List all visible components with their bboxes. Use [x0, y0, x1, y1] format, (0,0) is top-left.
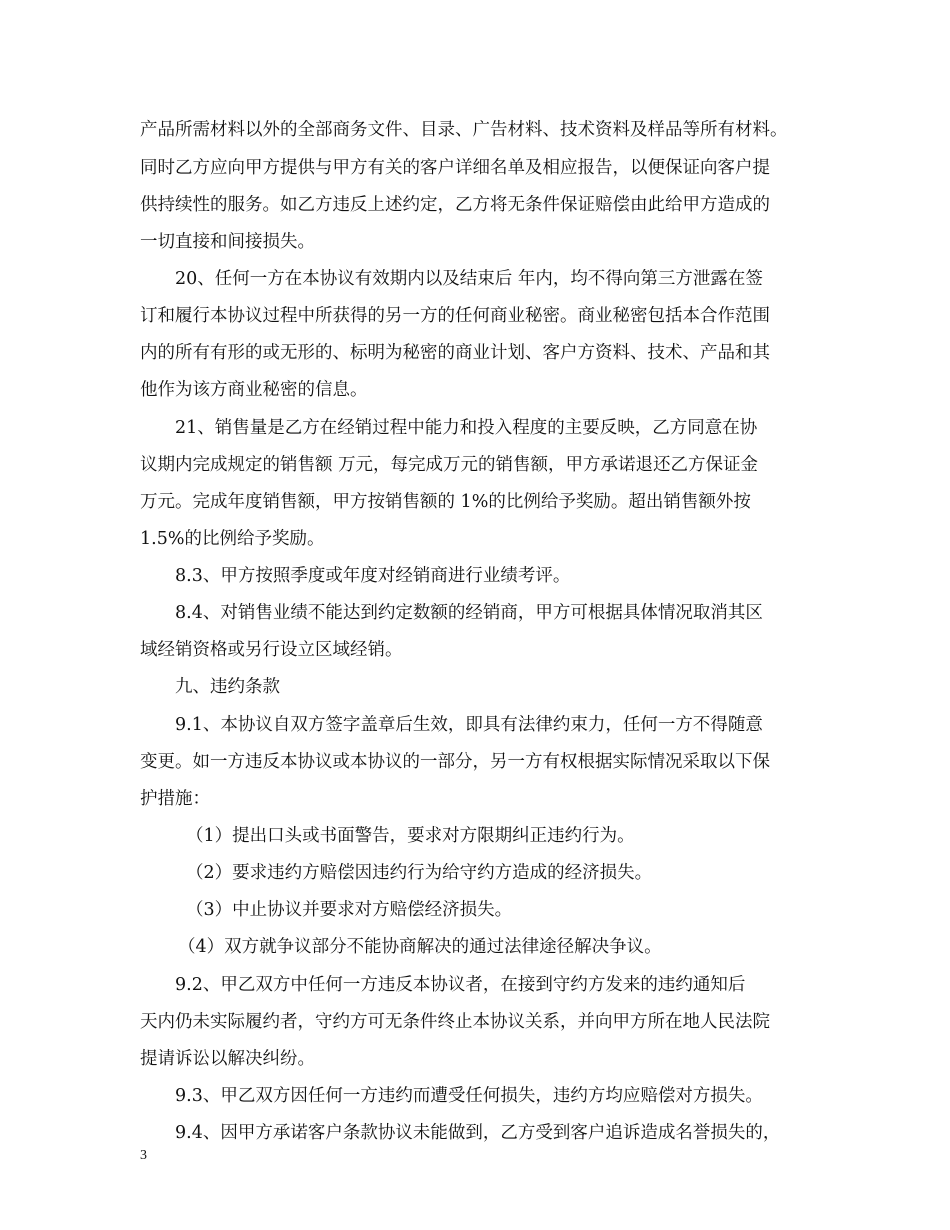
text-line: 一切直接和间接损失。 — [140, 232, 315, 252]
text-line: 20、任何一方在本协议有效期内以及结束后 年内，均不得向第三方泄露在签 — [175, 269, 763, 289]
text-line: 议期内完成规定的销售额 万元，每完成万元的销售额，甲方承诺退还乙方保证金 — [140, 455, 759, 475]
text-line: 订和履行本协议过程中所获得的另一方的任何商业秘密。商业秘密包括本合作范围 — [140, 306, 770, 326]
text-line: 域经销资格或另行设立区域经销。 — [140, 640, 403, 660]
text-line: 护措施： — [140, 789, 210, 809]
text-line: 同时乙方应向甲方提供与甲方有关的客户详细名单及相应报告，以便保证向客户提 — [140, 158, 770, 178]
text-line: 万元。完成年度销售额，甲方按销售额的 1%的比例给予奖励。超出销售额外按 — [140, 492, 751, 512]
text-line: 产品所需材料以外的全部商务文件、目录、广告材料、技术资料及样品等所有材料。 — [140, 120, 788, 140]
text-line: 8.4、对销售业绩不能达到约定数额的经销商，甲方可根据具体情况取消其区 — [175, 603, 763, 623]
text-line: 1.5%的比例给予奖励。 — [140, 529, 325, 549]
list-item: （1）提出口头或书面警告，要求对方限期纠正违约行为。 — [186, 826, 635, 846]
text-line: 内的所有有形的或无形的、标明为秘密的商业计划、客户方资料、技术、产品和其 — [140, 343, 770, 363]
text-line: 供持续性的服务。如乙方违反上述约定，乙方将无条件保证赔偿由此给甲方造成的 — [140, 195, 770, 215]
text-line: 9.3、甲乙双方因任何一方违约而遭受任何损失，违约方均应赔偿对方损失。 — [175, 1086, 763, 1106]
text-line: 9.2、甲乙双方中任何一方违反本协议者，在接到守约方发来的违约通知后 — [175, 975, 746, 995]
text-line: 天内仍未实际履约者，守约方可无条件终止本协议关系，并向甲方所在地人民法院 — [140, 1012, 770, 1032]
page-number: 3 — [140, 1148, 147, 1163]
list-item: （3）中止协议并要求对方赔偿经济损失。 — [186, 900, 513, 920]
section-heading: 九、违约条款 — [175, 677, 280, 697]
text-line: 提请诉讼以解决纠纷。 — [140, 1049, 315, 1069]
text-line: 21、销售量是乙方在经销过程中能力和投入程度的主要反映，乙方同意在协 — [175, 418, 758, 438]
text-line: 8.3、甲方按照季度或年度对经销商进行业绩考评。 — [175, 566, 571, 586]
list-item: （4）双方就争议部分不能协商解决的通过法律途径解决争议。 — [178, 937, 662, 957]
text-line: 9.4、因甲方承诺客户条款协议未能做到，乙方受到客户追诉造成名誉损失的， — [175, 1123, 781, 1143]
text-line: 变更。如一方违反本协议或本协议的一部分，另一方有权根据实际情况采取以下保 — [140, 752, 770, 772]
list-item: （2）要求违约方赔偿因违约行为给守约方造成的经济损失。 — [186, 863, 653, 883]
text-line: 9.1、本协议自双方签字盖章后生效，即具有法律约束力，任何一方不得随意 — [175, 715, 763, 735]
text-line: 他作为该方商业秘密的信息。 — [140, 380, 368, 400]
